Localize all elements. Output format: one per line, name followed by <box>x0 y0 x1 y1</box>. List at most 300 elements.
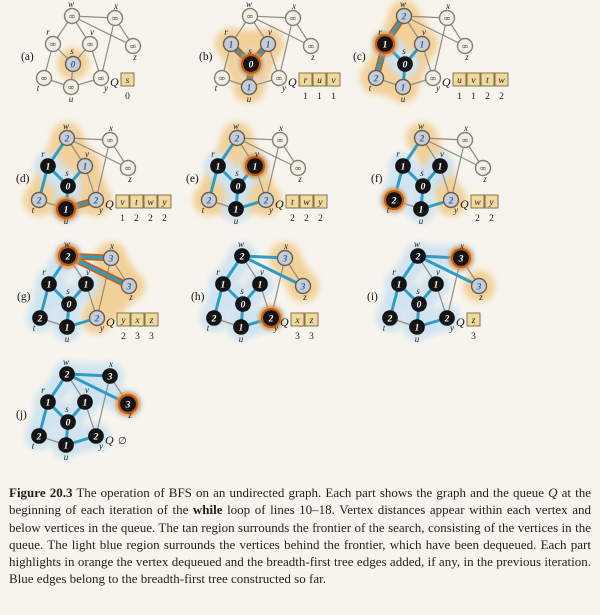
vertex-label-x: x <box>464 123 468 133</box>
queue <box>288 73 340 102</box>
vertex-label-w: w <box>413 239 421 249</box>
queue-slot-t <box>481 73 494 102</box>
vertex-label-t: t <box>31 441 35 451</box>
queue-distance: 1 <box>120 214 125 224</box>
vertex-label-s: s <box>65 168 69 178</box>
vertex-label-t: t <box>382 323 386 333</box>
edge-x-y <box>101 18 115 78</box>
svg-text:2: 2 <box>448 196 454 207</box>
vertex-label-z: z <box>128 174 132 184</box>
vertex-label-t: t <box>214 83 218 93</box>
vertex-x <box>103 123 118 148</box>
svg-text:2: 2 <box>419 134 425 145</box>
vertex-label-z: z <box>465 52 469 62</box>
svg-text:1: 1 <box>400 162 406 173</box>
caption-segment: Q <box>548 485 558 500</box>
vertex-label-s: s <box>66 286 70 296</box>
svg-text:t: t <box>486 76 489 86</box>
svg-text:u: u <box>317 76 322 86</box>
vertex-label-r: r <box>396 149 400 159</box>
vertex-label-z: z <box>311 52 315 62</box>
svg-text:1: 1 <box>228 40 234 51</box>
vertex-label-w: w <box>417 121 425 131</box>
vertex-y <box>426 71 441 94</box>
queue-slot-t <box>130 195 143 224</box>
svg-text:3: 3 <box>282 254 288 265</box>
bfs-part-e <box>185 121 365 244</box>
vertex-r <box>46 27 61 52</box>
svg-text:2: 2 <box>234 134 240 145</box>
vertex-label-t: t <box>368 83 372 93</box>
vertex-label-z: z <box>303 292 307 302</box>
svg-text:∞: ∞ <box>461 42 469 52</box>
svg-text:1: 1 <box>83 280 89 291</box>
svg-text:0: 0 <box>416 300 422 311</box>
vertex-label-r: r <box>42 267 46 277</box>
vertex-label-u: u <box>238 334 244 344</box>
vertex-label-w: w <box>63 239 71 249</box>
vertex-x <box>440 1 455 26</box>
queue-slot-v <box>327 73 340 102</box>
svg-text:1: 1 <box>265 40 271 51</box>
vertex-label-u: u <box>63 452 69 462</box>
svg-text:∞: ∞ <box>106 136 114 146</box>
vertex-label-v: v <box>436 267 440 277</box>
bfs-part-a <box>20 2 200 122</box>
svg-text:∞: ∞ <box>124 164 132 174</box>
vertex-u <box>234 320 249 345</box>
queue-distance: 2 <box>485 92 490 102</box>
queue-distance: 0 <box>125 92 130 102</box>
vertex-y <box>94 71 109 94</box>
svg-text:∞: ∞ <box>276 136 284 146</box>
svg-text:1: 1 <box>220 280 226 291</box>
vertex-label-u: u <box>246 94 252 104</box>
queue-distance: 3 <box>309 332 314 342</box>
svg-text:0: 0 <box>402 60 408 71</box>
vertex-w <box>243 0 258 24</box>
vertex-label-z: z <box>128 410 132 420</box>
svg-text:w: w <box>303 198 310 208</box>
svg-text:3: 3 <box>108 254 114 265</box>
vertex-label-r: r <box>224 27 228 37</box>
svg-text:t: t <box>135 198 138 208</box>
queue <box>275 195 327 224</box>
svg-text:0: 0 <box>66 300 72 311</box>
vertex-t <box>215 71 230 94</box>
svg-text:2: 2 <box>415 252 421 263</box>
queue <box>460 195 498 224</box>
queue-slot-z <box>305 313 318 342</box>
vertex-z <box>304 39 319 63</box>
vertex-label-r: r <box>392 267 396 277</box>
svg-text:∞: ∞ <box>443 14 451 24</box>
vertex-label-s: s <box>70 46 74 56</box>
svg-text:∞: ∞ <box>479 164 487 174</box>
vertex-x <box>103 359 118 384</box>
svg-text:2: 2 <box>239 252 245 263</box>
svg-text:1: 1 <box>233 205 239 216</box>
vertex-label-x: x <box>446 1 450 11</box>
vertex-label-v: v <box>422 27 426 37</box>
queue-slot-w <box>144 195 157 224</box>
queue-symbol: Q <box>288 75 297 89</box>
queue-symbol: Q <box>105 433 114 447</box>
svg-text:2: 2 <box>263 196 269 207</box>
queue-distance: 2 <box>304 214 309 224</box>
svg-text:2: 2 <box>268 314 274 325</box>
vertex-u <box>59 438 74 463</box>
vertex-label-y: y <box>104 83 108 93</box>
vertex-label-z: z <box>479 292 483 302</box>
vertex-v <box>429 267 444 292</box>
figure-caption <box>0 484 600 588</box>
queue-distance: 3 <box>149 332 154 342</box>
vertex-label-w: w <box>62 357 70 367</box>
queue-symbol: Q <box>442 75 451 89</box>
svg-text:y: y <box>121 316 126 326</box>
vertex-u <box>64 80 79 105</box>
vertex-label-r: r <box>41 149 45 159</box>
svg-text:1: 1 <box>414 323 420 334</box>
svg-text:1: 1 <box>418 205 424 216</box>
vertex-u <box>229 202 244 227</box>
svg-text:2: 2 <box>93 432 99 443</box>
svg-text:∞: ∞ <box>111 14 119 24</box>
svg-text:1: 1 <box>45 162 51 173</box>
vertex-label-y: y <box>269 205 273 215</box>
svg-text:1: 1 <box>433 280 439 291</box>
vertex-label-w: w <box>232 121 240 131</box>
svg-text:v: v <box>120 198 125 208</box>
vertex-x <box>286 1 301 26</box>
svg-text:∞: ∞ <box>294 164 302 174</box>
vertex-w <box>61 239 76 264</box>
queue-symbol: Q <box>106 315 115 329</box>
svg-text:1: 1 <box>215 162 221 173</box>
queue-slot-y <box>485 195 498 224</box>
svg-text:1: 1 <box>45 398 51 409</box>
queue-slot-v <box>116 195 129 224</box>
queue-distance: 2 <box>162 214 167 224</box>
bfs-part-j <box>15 357 195 480</box>
svg-text:1: 1 <box>396 280 402 291</box>
vertex-label-r: r <box>378 27 382 37</box>
vertex-label-u: u <box>233 216 239 226</box>
vertex-label-s: s <box>240 286 244 296</box>
svg-text:1: 1 <box>238 323 244 334</box>
svg-text:u: u <box>457 76 462 86</box>
queue <box>442 73 508 102</box>
svg-text:y: y <box>489 198 494 208</box>
vertex-label-t: t <box>31 205 35 215</box>
svg-text:w: w <box>474 198 481 208</box>
queue-distance: 2 <box>290 214 295 224</box>
vertex-label-w: w <box>245 0 253 9</box>
vertex-label-s: s <box>235 168 239 178</box>
svg-text:x: x <box>295 316 300 326</box>
vertex-label-x: x <box>110 241 114 251</box>
queue-distance: 3 <box>295 332 300 342</box>
queue-slot-y <box>117 313 130 342</box>
svg-text:3: 3 <box>126 282 132 293</box>
queue-slot-w <box>300 195 313 224</box>
svg-text:w: w <box>498 76 505 86</box>
queue-distance: 1 <box>303 92 308 102</box>
queue <box>105 433 127 447</box>
svg-text:y: y <box>318 198 323 208</box>
svg-text:1: 1 <box>419 40 425 51</box>
svg-text:x: x <box>135 316 140 326</box>
vertex-label-v: v <box>255 149 259 159</box>
svg-text:z: z <box>471 316 476 326</box>
vertex-label-v: v <box>440 149 444 159</box>
caption-segment: while <box>192 502 223 518</box>
queue-distance: 2 <box>499 92 504 102</box>
queue-slot-z <box>467 313 480 342</box>
vertex-label-z: z <box>129 292 133 302</box>
vertex-label-t: t <box>201 205 205 215</box>
part-label: (a) <box>21 51 34 63</box>
svg-text:0: 0 <box>65 418 71 429</box>
vertex-w <box>65 0 80 24</box>
vertex-u <box>410 320 425 345</box>
vertex-t <box>37 71 52 94</box>
vertex-label-s: s <box>65 404 69 414</box>
queue-symbol: Q <box>456 315 465 329</box>
svg-text:∞: ∞ <box>461 136 469 146</box>
svg-text:∞: ∞ <box>129 42 137 52</box>
vertex-w <box>235 239 250 264</box>
svg-text:∞: ∞ <box>86 40 94 50</box>
vertex-v <box>83 27 98 52</box>
vertex-label-r: r <box>216 267 220 277</box>
vertex-label-x: x <box>292 1 296 11</box>
svg-text:2: 2 <box>36 196 42 207</box>
queue <box>106 313 158 342</box>
bfs-part-i <box>366 239 546 362</box>
vertex-label-t: t <box>386 205 390 215</box>
queue <box>456 313 480 342</box>
queue-distance: 1 <box>317 92 322 102</box>
svg-text:∞: ∞ <box>275 74 283 84</box>
queue <box>110 73 134 102</box>
vertex-label-t: t <box>206 323 210 333</box>
vertex-label-y: y <box>454 205 458 215</box>
vertex-w <box>60 357 75 382</box>
svg-text:∞: ∞ <box>40 74 48 84</box>
vertex-label-v: v <box>85 385 89 395</box>
svg-text:0: 0 <box>248 60 254 71</box>
queue-slot-x <box>131 313 144 342</box>
svg-text:1: 1 <box>82 398 88 409</box>
svg-text:∞: ∞ <box>218 74 226 84</box>
svg-text:2: 2 <box>391 196 397 207</box>
bfs-part-h <box>190 239 370 362</box>
queue-slot-z <box>145 313 158 342</box>
svg-text:1: 1 <box>257 280 263 291</box>
vertex-z <box>291 161 306 185</box>
part-label: (i) <box>367 291 378 303</box>
svg-text:z: z <box>309 316 314 326</box>
queue-slot-s <box>121 73 134 102</box>
svg-text:1: 1 <box>400 83 406 94</box>
svg-text:2: 2 <box>373 74 379 85</box>
vertex-label-s: s <box>402 46 406 56</box>
svg-text:1: 1 <box>63 441 69 452</box>
bfs-part-f <box>370 121 550 244</box>
svg-text:r: r <box>303 76 308 86</box>
part-label: (d) <box>16 173 30 185</box>
part-label: (c) <box>353 51 366 63</box>
vertex-label-x: x <box>279 123 283 133</box>
queue-symbol: Q <box>275 197 284 211</box>
svg-text:0: 0 <box>65 182 71 193</box>
svg-text:∞: ∞ <box>246 12 254 22</box>
bfs-part-b <box>198 2 378 122</box>
svg-text:∞: ∞ <box>97 74 105 84</box>
queue-slot-u <box>453 73 466 102</box>
svg-text:1: 1 <box>46 280 52 291</box>
vertex-w <box>411 239 426 264</box>
queue-slot-w <box>495 73 508 102</box>
svg-text:3: 3 <box>107 372 113 383</box>
queue-distance: 1 <box>457 92 462 102</box>
svg-text:1: 1 <box>437 162 443 173</box>
queue-slot-y <box>158 195 171 224</box>
svg-text:3: 3 <box>300 282 306 293</box>
svg-text:z: z <box>149 316 154 326</box>
queue-slot-y <box>314 195 327 224</box>
bfs-part-c <box>352 2 532 122</box>
queue-distance: 1 <box>471 92 476 102</box>
bfs-part-g <box>16 239 196 362</box>
svg-text:3: 3 <box>458 254 464 265</box>
caption-segment: Figure 20.3 <box>9 485 73 500</box>
svg-text:3: 3 <box>125 400 131 411</box>
svg-text:2: 2 <box>64 370 70 381</box>
svg-text:1: 1 <box>382 40 388 51</box>
part-label: (g) <box>17 291 31 303</box>
svg-text:∞: ∞ <box>68 12 76 22</box>
svg-text:2: 2 <box>64 134 70 145</box>
vertex-label-r: r <box>211 149 215 159</box>
svg-text:0: 0 <box>70 60 76 71</box>
svg-text:1: 1 <box>252 162 258 173</box>
vertex-z <box>126 39 141 63</box>
part-label: (f) <box>371 173 383 185</box>
vertex-label-y: y <box>274 323 278 333</box>
vertex-label-w: w <box>67 0 75 9</box>
svg-text:1: 1 <box>64 323 70 334</box>
vertex-label-s: s <box>248 46 252 56</box>
svg-text:2: 2 <box>444 314 450 325</box>
svg-text:s: s <box>125 76 130 86</box>
svg-text:0: 0 <box>240 300 246 311</box>
svg-text:2: 2 <box>94 314 100 325</box>
vertex-label-y: y <box>99 441 103 451</box>
vertex-label-z: z <box>133 52 137 62</box>
vertex-label-u: u <box>64 334 70 344</box>
queue <box>280 313 318 342</box>
vertex-label-y: y <box>436 83 440 93</box>
vertex-label-s: s <box>416 286 420 296</box>
vertex-label-v: v <box>90 27 94 37</box>
queue-slot-u <box>313 73 326 102</box>
svg-text:2: 2 <box>65 252 71 263</box>
vertex-label-v: v <box>86 267 90 277</box>
vertex-label-u: u <box>414 334 420 344</box>
vertex-label-u: u <box>63 216 69 226</box>
svg-text:2: 2 <box>211 314 217 325</box>
svg-text:1: 1 <box>246 83 252 94</box>
svg-text:t: t <box>291 198 294 208</box>
svg-text:2: 2 <box>36 432 42 443</box>
vertex-v <box>253 267 268 292</box>
svg-text:v: v <box>471 76 476 86</box>
svg-text:2: 2 <box>401 12 407 23</box>
queue-symbol: Q <box>105 197 114 211</box>
vertex-z <box>458 39 473 63</box>
vertex-label-u: u <box>68 94 74 104</box>
vertex-label-x: x <box>460 241 464 251</box>
vertex-label-u: u <box>418 216 424 226</box>
queue-distance: 2 <box>489 214 494 224</box>
svg-text:2: 2 <box>206 196 212 207</box>
vertex-x <box>454 241 469 266</box>
vertex-label-x: x <box>114 1 118 11</box>
bfs-part-d <box>15 121 195 244</box>
svg-text:y: y <box>162 198 167 208</box>
queue-distance: 1 <box>331 92 336 102</box>
svg-text:2: 2 <box>93 196 99 207</box>
vertex-label-v: v <box>260 267 264 277</box>
svg-text:2: 2 <box>37 314 43 325</box>
queue-distance: 2 <box>148 214 153 224</box>
vertex-label-z: z <box>298 174 302 184</box>
queue-slot-r <box>299 73 312 102</box>
vertex-x <box>458 123 473 148</box>
vertex-x <box>273 123 288 148</box>
vertex-label-w: w <box>62 121 70 131</box>
queue-slot-t <box>286 195 299 224</box>
svg-text:1: 1 <box>82 162 88 173</box>
queue-slot-w <box>471 195 484 224</box>
caption-segment: at the beginning of each iteration of the <box>9 485 592 518</box>
vertex-label-t: t <box>32 323 36 333</box>
part-label: (h) <box>191 291 205 303</box>
vertex-label-t: t <box>36 83 40 93</box>
vertex-label-x: x <box>284 241 288 251</box>
svg-text:0: 0 <box>235 182 241 193</box>
vertex-y <box>272 71 287 94</box>
svg-text:v: v <box>331 76 336 86</box>
queue-distance: 2 <box>134 214 139 224</box>
vertex-label-y: y <box>99 205 103 215</box>
vertex-label-w: w <box>237 239 245 249</box>
vertex-label-u: u <box>400 94 406 104</box>
vertex-u <box>59 202 74 227</box>
queue-distance: 2 <box>318 214 323 224</box>
vertex-label-s: s <box>420 168 424 178</box>
queue-distance: 3 <box>135 332 140 342</box>
svg-text:∞: ∞ <box>307 42 315 52</box>
vertex-z <box>121 161 136 185</box>
queue-slot-x <box>291 313 304 342</box>
queue-distance: 2 <box>121 332 126 342</box>
vertex-label-v: v <box>268 27 272 37</box>
part-label: (e) <box>186 173 199 185</box>
